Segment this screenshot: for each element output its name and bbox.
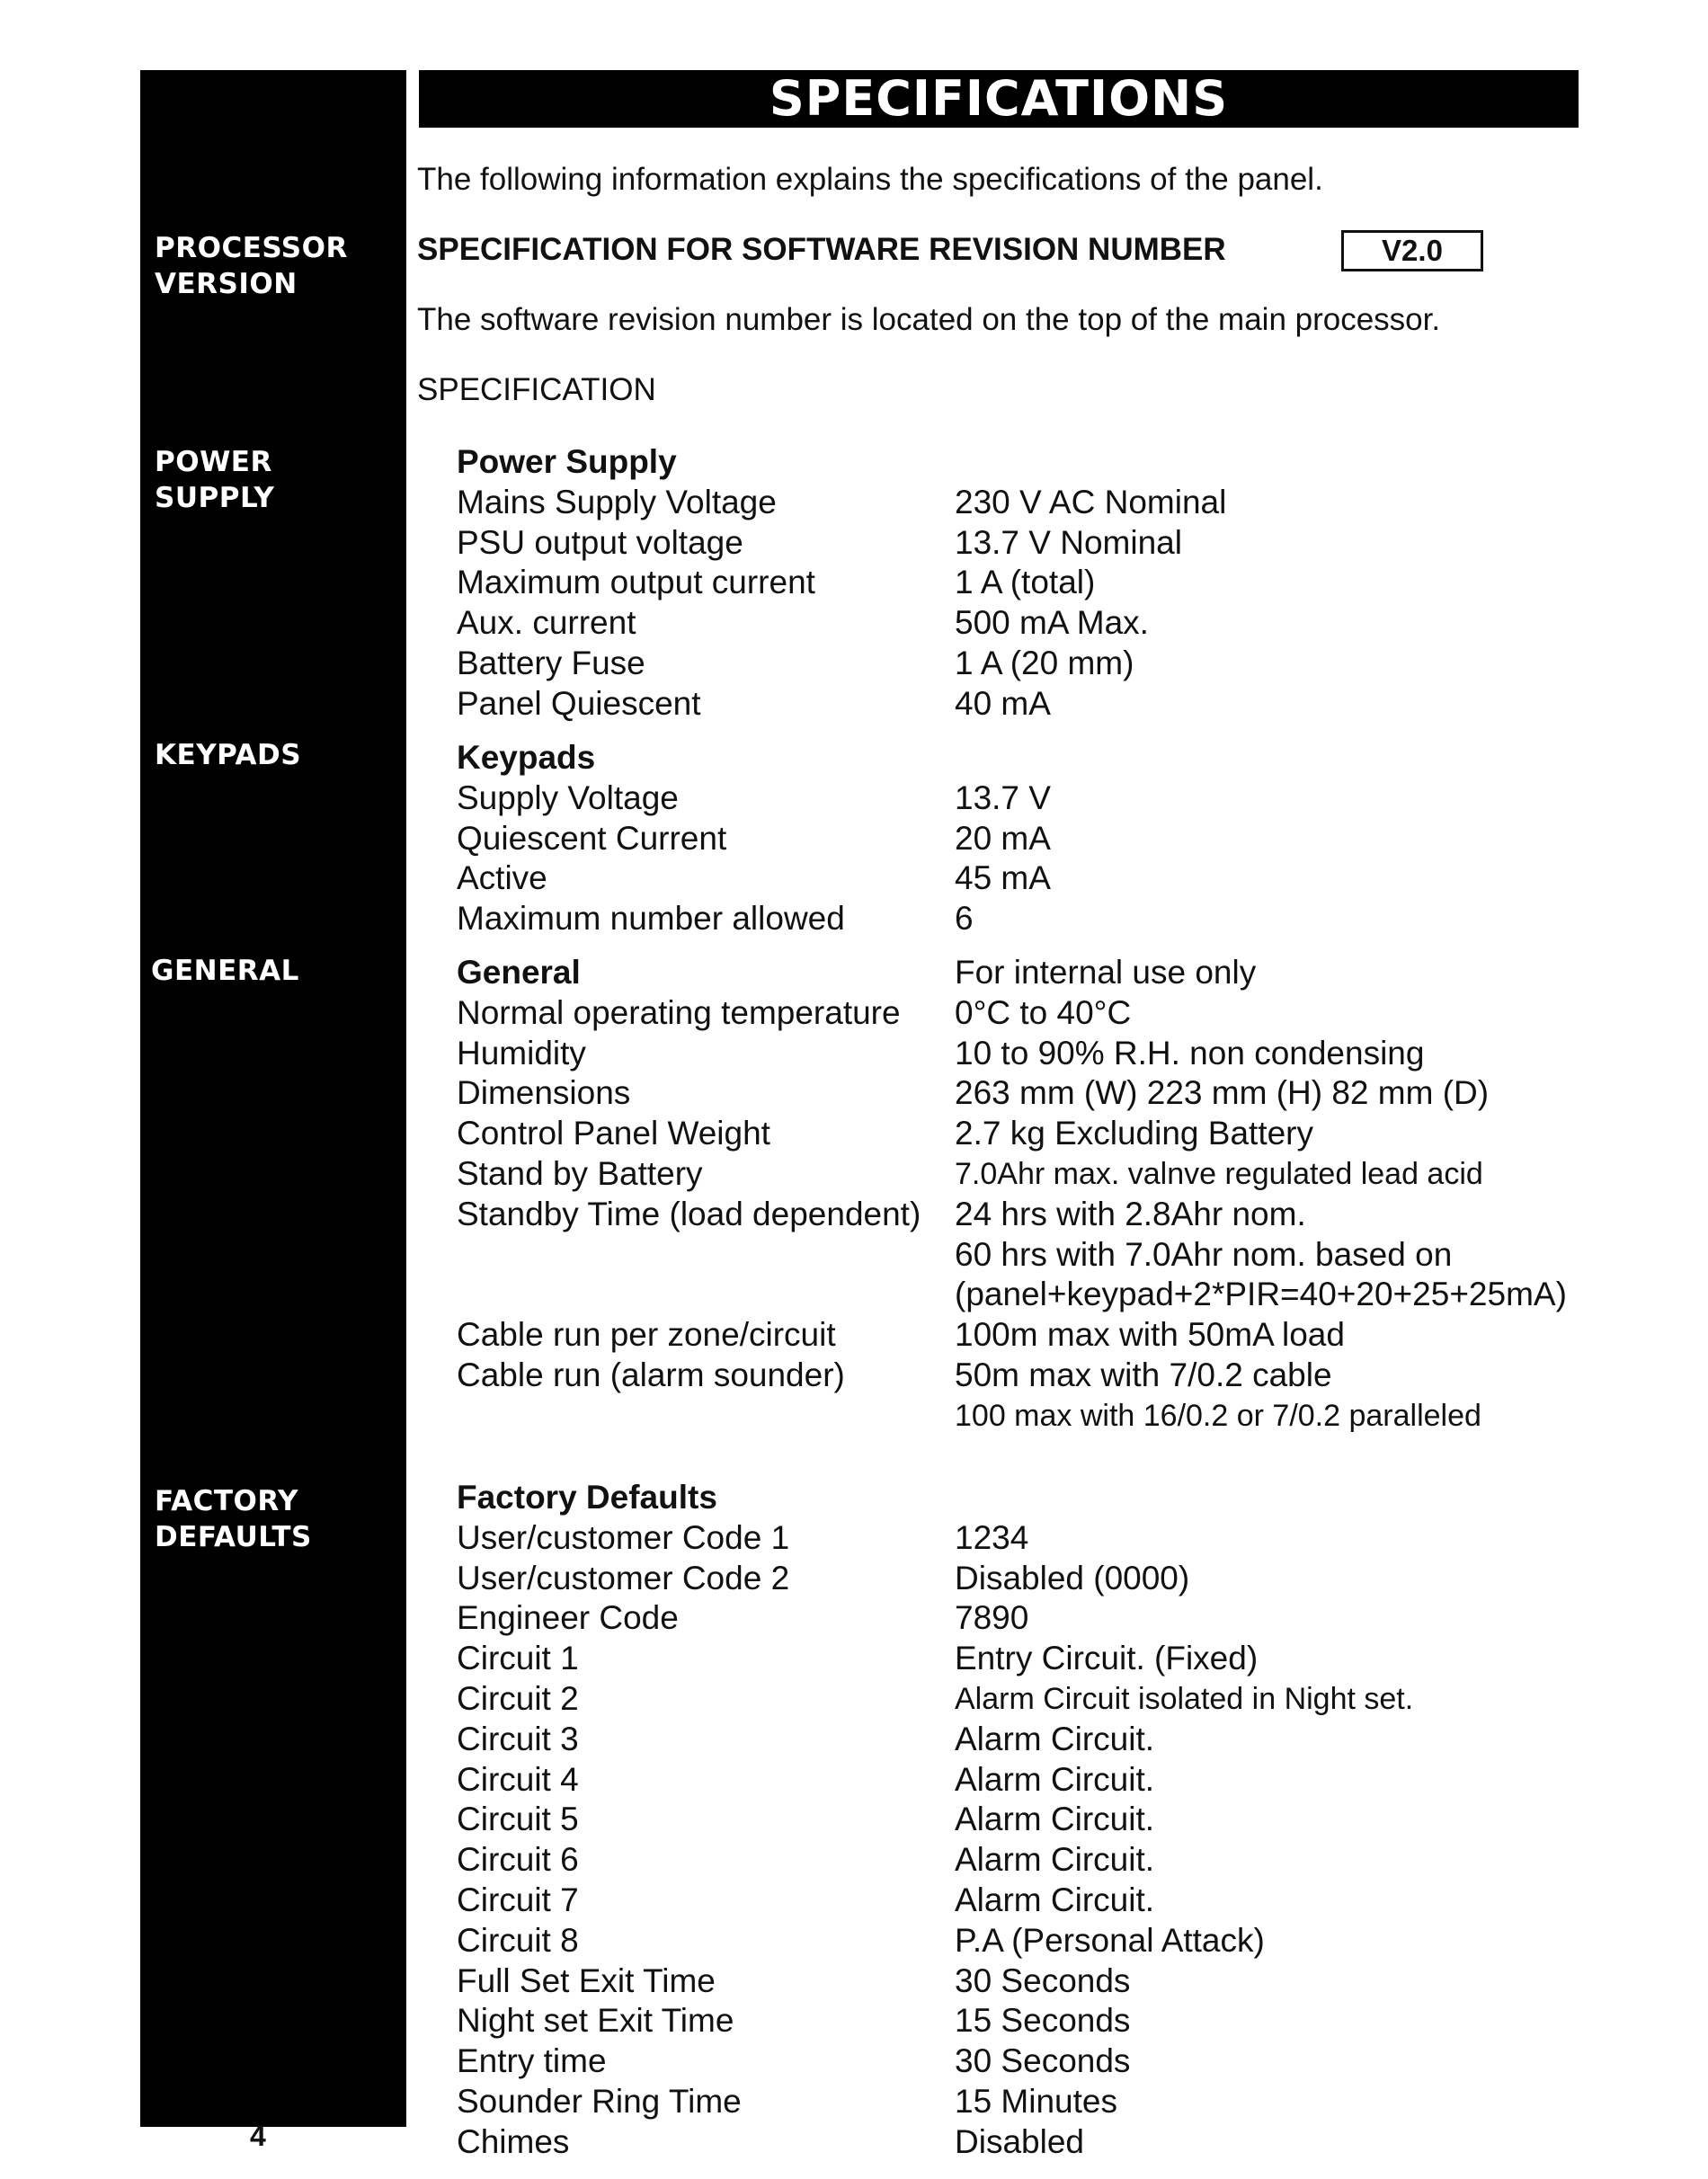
spec-label: Normal operating temperature [457,993,901,1031]
power-supply-section [457,442,1580,725]
spec-row [457,1840,1580,1881]
specification-heading: SPECIFICATION [417,372,656,407]
spec-label: Circuit 5 [457,1801,579,1838]
spec-value: Entry Circuit. (Fixed) [955,1640,1259,1677]
spec-row [457,858,1580,899]
spec-label: Quiescent Current [457,819,727,857]
sidebar-label-factory-defaults: FACTORY DEFAULTS [155,1485,312,1553]
spec-row [457,993,1580,1034]
spec-label: Circuit 3 [457,1720,579,1757]
revision-note: The software revision number is located on the top of the main processor. [417,302,1441,337]
spec-row [457,644,1580,684]
spec-value: 1234 [955,1518,1029,1556]
spec-label [457,1275,955,1315]
spec-label: Humidity [457,1034,586,1072]
sidebar-label-general: GENERAL [151,955,299,987]
spec-label [457,1396,955,1436]
spec-row [457,1598,1580,1639]
section-title [457,953,1580,993]
spec-value: Alarm Circuit. [955,1801,1155,1838]
spec-row [457,1800,1580,1840]
spec-label: Panel Quiescent [457,684,701,722]
spec-row [457,1275,1580,1315]
spec-row [457,483,1580,523]
spec-row [457,1639,1580,1679]
spec-value: 7.0Ahr max. valnve regulated lead acid [955,1156,1483,1191]
spec-label: Entry time [457,2042,607,2080]
spec-value: 40 mA [955,684,1051,722]
spec-value: 1 A (total) [955,564,1096,601]
spec-label: Cable run per zone/circuit [457,1316,836,1354]
spec-row [457,778,1580,819]
spec-label [457,1235,955,1276]
section-title [457,1478,1580,1518]
spec-row [457,819,1580,859]
spec-value: 0°C to 40°C [955,993,1132,1031]
spec-label: Maximum output current [457,564,815,601]
spec-value: Alarm Circuit. [955,1760,1155,1798]
sidebar-label-power-supply: POWER SUPPLY [155,446,275,514]
spec-rows [457,1518,1580,2163]
keypads-section [457,738,1580,939]
section-title-text: Factory Defaults [457,1479,717,1516]
spec-row [457,603,1580,644]
spec-value: 230 V AC Nominal [955,483,1227,520]
spec-value: 100m max with 50mA load [955,1316,1345,1354]
spec-value: Alarm Circuit. [955,1841,1155,1879]
spec-value: P.A (Personal Attack) [955,1921,1265,1959]
section-title-text: General [457,954,581,991]
spec-label: Aux. current [457,604,636,642]
spec-row [457,2122,1580,2163]
spec-label: User/customer Code 2 [457,1559,790,1596]
spec-row [457,1760,1580,1801]
spec-label: Supply Voltage [457,778,679,816]
spec-row [457,1720,1580,1760]
spec-value: 263 mm (W) 223 mm (H) 82 mm (D) [955,1074,1490,1112]
page-number: 4 [250,2120,266,2152]
spec-value: 13.7 V [955,778,1051,816]
spec-label: Mains Supply Voltage [457,483,777,520]
spec-value: 13.7 V Nominal [955,523,1182,561]
section-title [457,442,1580,483]
section-title-value: For internal use only [955,954,1257,991]
spec-row [457,1396,1580,1436]
spec-row [457,1881,1580,1921]
spec-label: Control Panel Weight [457,1115,770,1152]
spec-label: Night set Exit Time [457,2002,734,2040]
spec-row [457,899,1580,939]
spec-value: Alarm Circuit. [955,1720,1155,1757]
spec-row [457,1034,1580,1074]
spec-label: Stand by Battery [457,1154,703,1192]
intro-text: The following information explains the specifications of the panel. [417,162,1323,197]
spec-row [457,1679,1580,1720]
spec-row [457,1235,1580,1276]
revision-heading: SPECIFICATION FOR SOFTWARE REVISION NUMBER [417,232,1226,267]
spec-row [457,2001,1580,2041]
spec-label: Circuit 8 [457,1921,579,1959]
factory-defaults-section [457,1478,1580,2163]
spec-label: Full Set Exit Time [457,1961,716,1999]
spec-row [457,2041,1580,2082]
spec-label: Standby Time (load dependent) [457,1195,921,1232]
spec-label: Circuit 2 [457,1679,579,1717]
spec-value: 15 Seconds [955,2002,1131,2040]
spec-row [457,1114,1580,1154]
spec-value: 30 Seconds [955,2042,1131,2080]
spec-label: Active [457,859,547,897]
spec-value: 7890 [955,1599,1029,1637]
spec-value: 6 [955,900,974,938]
spec-row [457,2082,1580,2122]
general-section [457,953,1580,1436]
spec-label: Circuit 6 [457,1841,579,1879]
spec-label: Cable run (alarm sounder) [457,1356,845,1393]
spec-value: 500 mA Max. [955,604,1149,642]
spec-row [457,1315,1580,1356]
spec-rows [457,483,1580,725]
spec-row [457,563,1580,603]
spec-value: Alarm Circuit. [955,1881,1155,1918]
spec-row [457,1356,1580,1396]
spec-label: User/customer Code 1 [457,1518,790,1556]
spec-value: (panel+keypad+2*PIR=40+20+25+25mA) [955,1276,1567,1313]
spec-label: Maximum number allowed [457,900,845,938]
section-title-text: Power Supply [457,443,677,480]
sidebar-label-keypads: KEYPADS [155,739,302,771]
spec-label: Chimes [457,2122,570,2160]
page-title: SPECIFICATIONS [419,70,1579,128]
spec-label: PSU output voltage [457,523,743,561]
spec-row [457,1518,1580,1559]
section-title [457,738,1580,778]
spec-row [457,523,1580,564]
section-title-text: Keypads [457,739,596,776]
spec-value: 10 to 90% R.H. non condensing [955,1034,1425,1072]
spec-label: Dimensions [457,1074,631,1112]
spec-value: Disabled (0000) [955,1559,1190,1596]
spec-value: 30 Seconds [955,1961,1131,1999]
spec-value: 60 hrs with 7.0Ahr nom. based on [955,1235,1453,1273]
spec-row [457,1961,1580,2002]
spec-row [457,1921,1580,1961]
spec-label: Battery Fuse [457,644,645,681]
spec-row [457,1154,1580,1195]
spec-row [457,1559,1580,1599]
spec-value: 2.7 kg Excluding Battery [955,1115,1313,1152]
spec-value: 100 max with 16/0.2 or 7/0.2 paralleled [955,1398,1481,1433]
spec-row [457,1073,1580,1114]
spec-rows [457,778,1580,939]
sidebar [140,70,406,2127]
spec-value: Disabled [955,2122,1084,2160]
spec-value: 50m max with 7/0.2 cable [955,1356,1332,1393]
revision-number-box: V2.0 [1341,230,1483,271]
spec-label: Circuit 7 [457,1881,579,1918]
spec-value: Alarm Circuit isolated in Night set. [955,1681,1414,1716]
spec-label: Circuit 1 [457,1640,579,1677]
spec-row [457,1195,1580,1235]
spec-row [457,684,1580,725]
spec-label: Sounder Ring Time [457,2082,742,2120]
spec-rows [457,993,1580,1436]
spec-value: 20 mA [955,819,1051,857]
spec-value: 15 Minutes [955,2082,1117,2120]
spec-value: 24 hrs with 2.8Ahr nom. [955,1195,1306,1232]
spec-label: Engineer Code [457,1599,679,1637]
spec-label: Circuit 4 [457,1760,579,1798]
sidebar-label-processor-version: PROCESSOR VERSION [155,232,348,300]
spec-value: 45 mA [955,859,1051,897]
spec-value: 1 A (20 mm) [955,644,1134,681]
